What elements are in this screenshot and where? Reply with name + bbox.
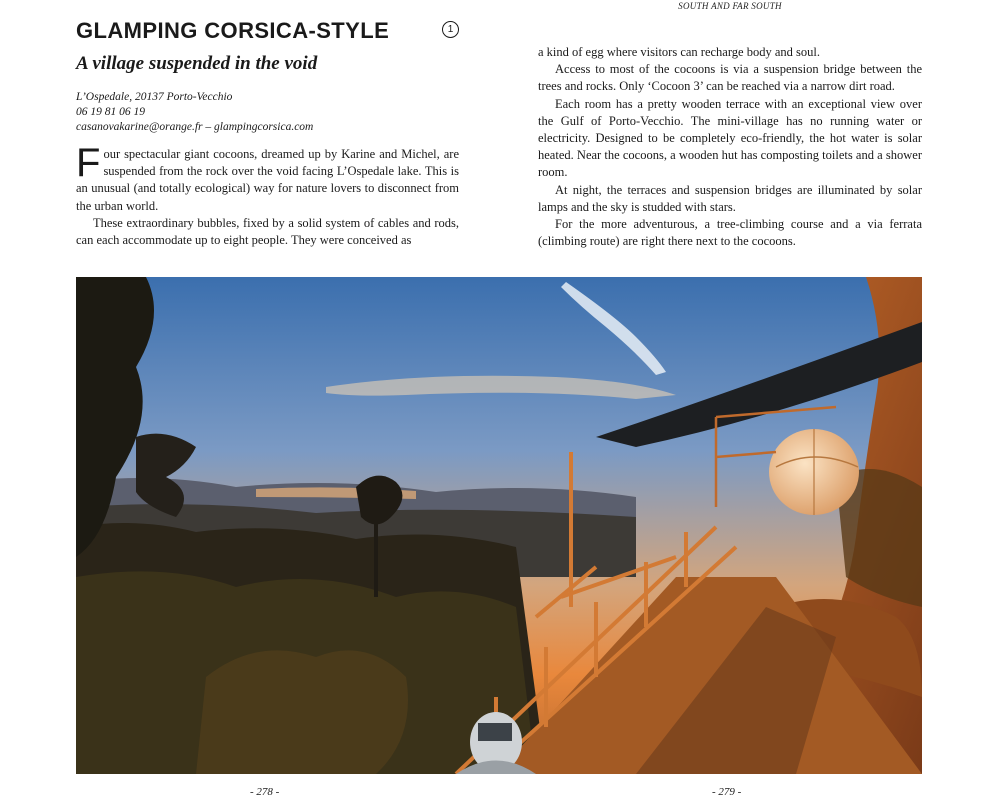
contact-line: casanovakarine@orange.fr – glampingcorsica.com bbox=[76, 121, 314, 133]
paragraph-1 bbox=[76, 141, 459, 215]
phone-line: 06 19 81 06 19 bbox=[76, 106, 145, 118]
paragraph-1-text: our spectacular giant cocoons, dreamed up by Karine and Michel, are suspended from the rock over the void facing L’Ospedale lake. This is an unusual (and totally ecological) way for nature lovers to disconnect from the urban world. bbox=[76, 147, 459, 213]
running-head: SOUTH AND FAR SOUTH bbox=[678, 1, 782, 11]
sunset-terrace-photo bbox=[76, 277, 922, 774]
address-line: L’Ospedale, 20137 Porto-Vecchio bbox=[76, 91, 233, 103]
entry-title: GLAMPING CORSICA-STYLE bbox=[76, 18, 390, 43]
paragraph-2: These extraordinary bubbles, fixed by a solid system of cables and rods, can each accommodate up to eight people. They were conceived as bbox=[76, 215, 459, 248]
text-column-left bbox=[76, 141, 459, 249]
drop-cap: F bbox=[76, 141, 101, 185]
text-column-right bbox=[538, 44, 922, 250]
entry-subtitle: A village suspended in the void bbox=[76, 53, 318, 74]
paragraph-6: For the more adventurous, a tree-climbing course and a via ferrata (climbing route) are right there next to the cocoons. bbox=[538, 217, 922, 249]
address-block bbox=[76, 90, 313, 135]
page-number-left: - 278 - bbox=[250, 786, 280, 798]
paragraph-3: Access to most of the cocoons is via a suspension bridge between the trees and rocks. Only ‘Cocoon 3’ can be reached via a narrow dirt road. bbox=[538, 62, 922, 94]
paragraph-2-continued: a kind of egg where visitors can recharge body and soul. bbox=[538, 45, 820, 59]
paragraph-4: Each room has a pretty wooden terrace with an exceptional view over the Gulf of Porto-Vecchio. The mini-village has no running water or electricity. Designed to be completely eco-friendly, the hot water is solar heated. Near the cocoons, a wooden hut has composting toilets and a shower room. bbox=[538, 96, 922, 180]
entry-number-badge: 1 bbox=[442, 21, 459, 38]
page-number-right: - 279 - bbox=[712, 786, 742, 798]
photo-illustration bbox=[76, 277, 922, 774]
paragraph-5: At night, the terraces and suspension bridges are illuminated by solar lamps and the sky is studded with stars. bbox=[538, 182, 922, 214]
